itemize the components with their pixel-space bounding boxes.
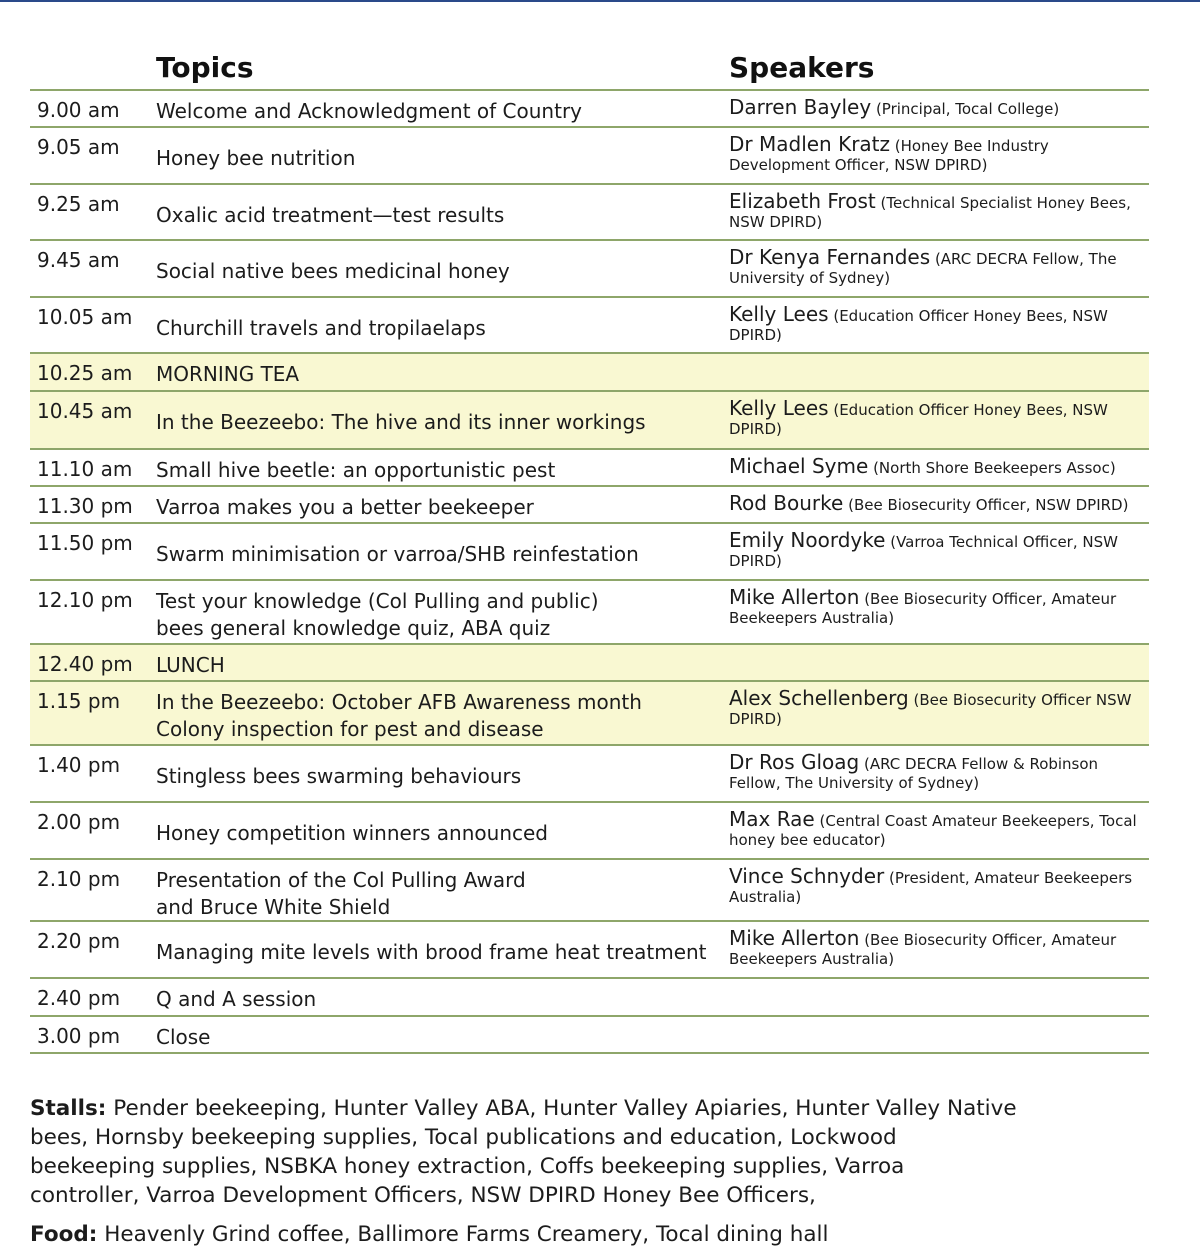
session-speaker — [729, 750, 1144, 793]
speaker-role: (Bee Biosecurity Officer, Amateur Beekeepers Australia) — [729, 590, 1117, 627]
speaker-name: Kelly Lees — [729, 396, 829, 420]
session-topic: Close — [156, 1025, 211, 1049]
session-topic: Honey bee nutrition — [156, 146, 356, 170]
stalls-text: Pender beekeeping, Hunter Valley ABA, Hunter Valley Apiaries, Hunter Valley Native bees, Hornsby beekeeping supplies, Tocal publications and education, Lockwood beekeeping supplies, NSBKA honey extraction, Coffs beekeeping supplies, Varroa controller, Varroa Development Officers, NSW DPIRD Honey Bee Officers, — [30, 1096, 1017, 1208]
speaker-name: Dr Ros Gloag — [729, 750, 860, 774]
session-time: 9.05 am — [37, 135, 120, 159]
topics-heading: Topics — [156, 51, 254, 84]
table-row — [30, 581, 1149, 645]
session-topic: Swarm minimisation or varroa/SHB reinfestation — [156, 542, 639, 566]
session-speaker — [729, 245, 1144, 288]
session-time: 3.00 pm — [37, 1024, 121, 1048]
session-topic: Stingless bees swarming behaviours — [156, 764, 522, 788]
table-row — [30, 487, 1149, 524]
session-speaker — [729, 189, 1144, 232]
session-time: 2.10 pm — [37, 867, 121, 891]
session-topic: Q and A session — [156, 987, 317, 1011]
speaker-role: (Central Coast Amateur Beekeepers, Tocal honey bee educator) — [729, 812, 1137, 849]
session-topic: Presentation of the Col Pulling Award and Bruce White Shield — [156, 868, 526, 919]
session-time: 9.00 am — [37, 98, 120, 122]
session-topic: Managing mite levels with brood frame heat treatment — [156, 940, 707, 964]
session-time: 10.45 am — [37, 399, 133, 423]
table-row — [30, 524, 1149, 581]
session-topic: In the Beezeebo: October AFB Awareness month Colony inspection for pest and disease — [156, 690, 642, 741]
session-speaker — [729, 864, 1144, 907]
speaker-role: (Principal, Tocal College) — [875, 100, 1060, 118]
session-time: 9.25 am — [37, 192, 120, 216]
speaker-role: (Education Officer Honey Bees, NSW DPIRD) — [729, 401, 1108, 438]
session-topic: Churchill travels and tropilaelaps — [156, 316, 486, 340]
speaker-name: Max Rae — [729, 807, 815, 831]
speaker-role: (ARC DECRA Fellow, The University of Sydney) — [729, 250, 1117, 287]
session-speaker — [729, 454, 1144, 478]
speaker-name: Kelly Lees — [729, 302, 829, 326]
session-topic: Oxalic acid treatment—test results — [156, 203, 505, 227]
session-time: 2.20 pm — [37, 929, 121, 953]
table-header — [30, 48, 1149, 91]
speaker-name: Emily Noordyke — [729, 528, 886, 552]
session-time: 12.10 pm — [37, 588, 133, 612]
speaker-name: Mike Allerton — [729, 585, 860, 609]
session-speaker — [729, 396, 1144, 439]
speaker-role: (North Shore Beekeepers Assoc) — [873, 459, 1116, 477]
table-row — [30, 241, 1149, 298]
table-row — [30, 128, 1149, 185]
session-topic: Varroa makes you a better beekeeper — [156, 495, 534, 519]
speaker-role: (Varroa Technical Officer, NSW DPIRD) — [729, 533, 1118, 570]
speaker-name: Rod Bourke — [729, 491, 844, 515]
table-row — [30, 450, 1149, 487]
table-row — [30, 922, 1149, 979]
event-notes — [30, 1094, 1020, 1249]
session-topic: Social native bees medicinal honey — [156, 259, 510, 283]
session-speaker — [729, 302, 1144, 345]
table-row — [30, 185, 1149, 241]
table-row — [30, 645, 1149, 682]
speaker-name: Elizabeth Frost — [729, 189, 876, 213]
table-row — [30, 803, 1149, 860]
speaker-name: Darren Bayley — [729, 95, 872, 119]
session-time: 11.50 pm — [37, 531, 133, 555]
session-time: 1.15 pm — [37, 689, 121, 713]
session-topic: Welcome and Acknowledgment of Country — [156, 99, 583, 123]
session-time: 1.40 pm — [37, 753, 121, 777]
session-speaker — [729, 132, 1144, 175]
session-time: 2.40 pm — [37, 986, 121, 1010]
speaker-name: Vince Schnyder — [729, 864, 885, 888]
top-rule — [0, 0, 1200, 2]
session-topic: Test your knowledge (Col Pulling and public) bees general knowledge quiz, ABA quiz — [156, 589, 599, 640]
speaker-name: Alex Schellenberg — [729, 686, 909, 710]
schedule-rows — [30, 91, 1149, 1054]
table-row — [30, 979, 1149, 1017]
table-row — [30, 860, 1149, 922]
session-speaker — [729, 686, 1144, 729]
speaker-role: (Honey Bee Industry Development Officer, NSW DPIRD) — [729, 137, 1049, 174]
table-row — [30, 392, 1149, 450]
speakers-heading: Speakers — [729, 51, 875, 84]
table-row — [30, 354, 1149, 392]
food-paragraph — [30, 1220, 1020, 1249]
session-time: 2.00 pm — [37, 810, 121, 834]
speaker-name: Mike Allerton — [729, 926, 860, 950]
schedule-table — [30, 48, 1149, 1054]
session-time: 11.30 pm — [37, 494, 133, 518]
session-topic: Honey competition winners announced — [156, 821, 548, 845]
session-speaker — [729, 528, 1144, 571]
session-time: 11.10 am — [37, 457, 133, 481]
session-topic: In the Beezeebo: The hive and its inner workings — [156, 410, 646, 434]
speaker-name: Dr Madlen Kratz — [729, 132, 891, 156]
table-row — [30, 746, 1149, 803]
table-row — [30, 298, 1149, 354]
speaker-name: Michael Syme — [729, 454, 869, 478]
session-topic: MORNING TEA — [156, 362, 300, 386]
speaker-role: (Technical Specialist Honey Bees, NSW DPIRD) — [729, 194, 1131, 231]
session-topic: Small hive beetle: an opportunistic pest — [156, 458, 556, 482]
stalls-label: Stalls: — [30, 1096, 107, 1121]
speaker-role: (President, Amateur Beekeepers Australia) — [729, 869, 1133, 906]
table-row — [30, 682, 1149, 746]
speaker-role: (ARC DECRA Fellow & Robinson Fellow, The University of Sydney) — [729, 755, 1099, 792]
session-time: 12.40 pm — [37, 652, 133, 676]
speaker-role: (Education Officer Honey Bees, NSW DPIRD) — [729, 307, 1108, 344]
session-speaker — [729, 926, 1144, 969]
session-time: 9.45 am — [37, 248, 120, 272]
session-speaker — [729, 585, 1144, 628]
session-time: 10.05 am — [37, 305, 133, 329]
food-text: Heavenly Grind coffee, Ballimore Farms Creamery, Tocal dining hall — [104, 1222, 829, 1247]
table-row — [30, 1017, 1149, 1054]
session-speaker — [729, 491, 1144, 515]
session-topic: LUNCH — [156, 653, 225, 677]
session-speaker — [729, 807, 1144, 850]
session-speaker — [729, 95, 1144, 119]
speaker-role: (Bee Biosecurity Officer, Amateur Beekeepers Australia) — [729, 931, 1117, 968]
session-time: 10.25 am — [37, 361, 133, 385]
food-label: Food: — [30, 1222, 98, 1247]
speaker-role: (Bee Biosecurity Officer NSW DPIRD) — [729, 691, 1132, 728]
speaker-role: (Bee Biosecurity Officer, NSW DPIRD) — [848, 496, 1129, 514]
speaker-name: Dr Kenya Fernandes — [729, 245, 931, 269]
stalls-paragraph — [30, 1094, 1020, 1210]
table-row — [30, 91, 1149, 128]
